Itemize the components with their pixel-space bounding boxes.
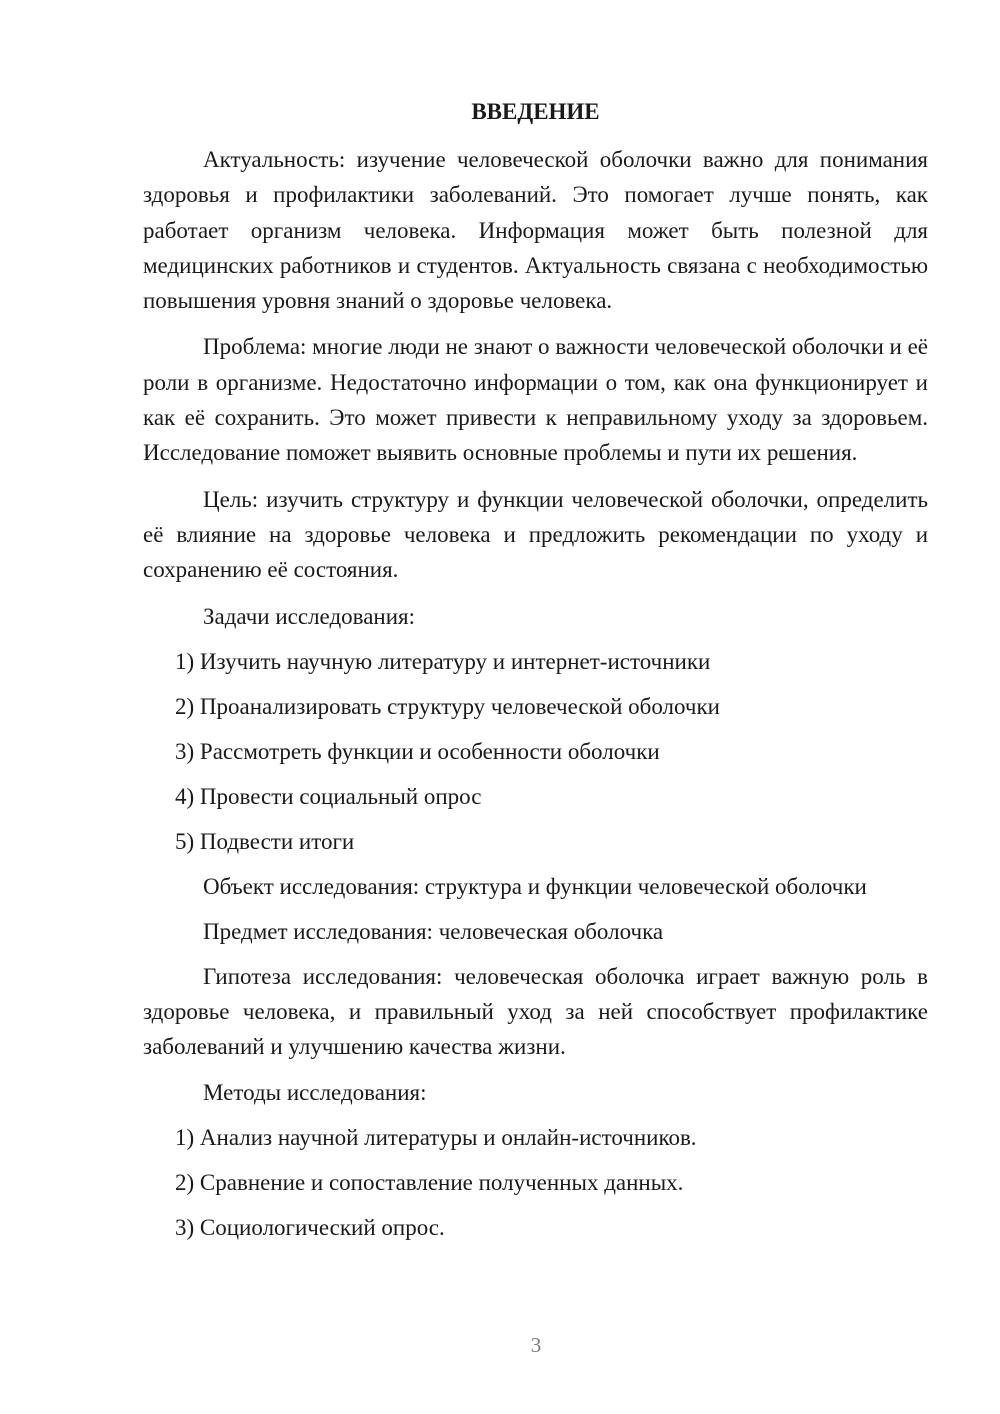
object-line: Объект исследования: структура и функции человеческой оболочки (203, 873, 867, 899)
methods-list (143, 1120, 928, 1245)
list-item: 1) Изучить научную литературу и интернет-источники (175, 648, 711, 674)
methods-heading: Методы исследования: (203, 1080, 427, 1106)
hypothesis-paragraph: Гипотеза исследования: человеческая оболочка играет важную роль в здоровье человека, и правильный уход за ней способствует профилактике заболеваний и улучшению качества жизни. (143, 963, 928, 1060)
tasks-heading: Задачи исследования: (203, 603, 416, 629)
relevance-paragraph: Актуальность: изучение человеческой оболочки важно для понимания здоровья и профилактики заболеваний. Это помогает лучше понять, как работает организм человека. Информация может быть полезной для медицинских работников и студентов. Актуальность связана с необходимостью повышения уровня знаний о здоровье человека. (143, 147, 928, 314)
page-content (143, 94, 928, 1255)
list-item: 5) Подвести итоги (175, 828, 355, 854)
list-item: 2) Проанализировать структуру человеческой оболочки (175, 693, 720, 719)
list-item: 2) Сравнение и сопоставление полученных данных. (175, 1170, 684, 1196)
list-item: 3) Рассмотреть функции и особенности оболочки (175, 738, 660, 764)
page-number: 3 (530, 1333, 542, 1357)
list-item: 1) Анализ научной литературы и онлайн-источников. (175, 1125, 697, 1151)
problem-paragraph: Проблема: многие люди не знают о важности человеческой оболочки и её роли в организме. Недостаточно информации о том, как она функционирует и как её сохранить. Это может привести к неправильному уходу за здоровьем. Исследование поможет выявить основные проблемы и пути их решения. (143, 334, 928, 466)
subject-line: Предмет исследования: человеческая оболочка (203, 918, 664, 944)
list-item: 4) Провести социальный опрос (175, 783, 482, 809)
page-title: ВВЕДЕНИЕ (471, 99, 600, 124)
list-item: 3) Социологический опрос. (175, 1215, 445, 1241)
goal-paragraph: Цель: изучить структуру и функции человеческой оболочки, определить её влияние на здоровье человека и предложить рекомендации по уходу и сохранению её состояния. (143, 486, 928, 583)
tasks-list (143, 644, 928, 859)
